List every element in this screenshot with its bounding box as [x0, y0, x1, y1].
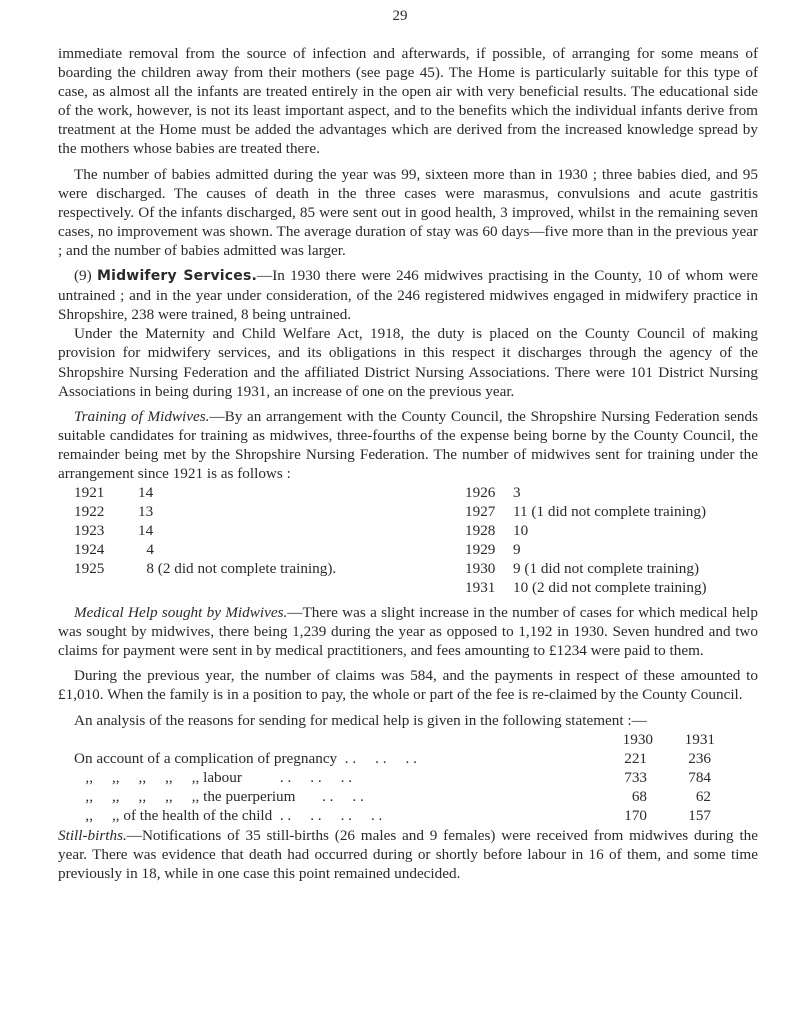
- training-row: 1925 8 (2 did not complete training).: [74, 560, 337, 578]
- training-row: 1921 14: [74, 484, 154, 502]
- training-row: 1929 9: [465, 541, 521, 559]
- statement-col-1931: 1931: [684, 730, 715, 748]
- statement-row-label: ,, ,, of the health of the child . . . . . . . .: [74, 806, 383, 824]
- paragraph-training: [58, 407, 758, 483]
- training-heading: Training of Midwives.: [74, 407, 210, 425]
- training-row: 1922 13: [74, 503, 154, 521]
- statement-row-label: ,, ,, ,, ,, ,, labour . . . . . .: [74, 768, 353, 786]
- statement-row-label: On account of a complication of pregnancy . . . . . .: [74, 749, 417, 767]
- medical-help-text: —There was a slight increase in the number of cases for which medical help was sought by midwives, there being 1,239 during the year as opposed to 1,192 in 1930. Seven hundred and two claims for payment were sent in by medical practitioners, and fees amounting to £1234 were paid to them.: [58, 604, 758, 660]
- training-text: —By an arrangement with the County Council, the Shropshire Nursing Federation sends suitable candidates for training as midwives, three-fourths of the expense being borne by the County Council, the remainder being met by the Shropshire Nursing Federation. The number of midwives sent for training under the arrangement since 1921 is as follows :: [58, 407, 758, 482]
- training-row: 1924 4: [74, 541, 154, 559]
- statement-value: 221: [624, 749, 647, 767]
- statement-value: 733: [624, 768, 647, 786]
- still-births-text: —Notifications of 35 still-births (26 males and 9 females) were received from midwives during the year. There was evidence that death had occurred during or shortly before labour in 16 of them, and some time previously in 18, while in one case this point remained undecided.: [58, 826, 758, 882]
- statement-value: 68: [631, 787, 647, 805]
- page-number: 29: [392, 8, 408, 24]
- training-row: 1926 3: [465, 484, 521, 502]
- midwifery-services-text: —In 1930 there were 246 midwives practising in the County, 10 of whom were untrained ; and in the year under consideration, of the 246 registered midwives engaged in midwifery practice in Shropshire, 238 were trained, 8 being untrained.: [58, 267, 758, 324]
- training-row: 1930 9 (1 did not complete training): [465, 560, 700, 578]
- training-row: 1927 11 (1 did not complete training): [465, 503, 707, 521]
- statement-value: 157: [688, 806, 711, 824]
- paragraph-medical-help: [58, 603, 758, 660]
- still-births-heading: Still-births.: [58, 826, 127, 844]
- section-number: (9): [74, 267, 92, 285]
- training-row: 1931 10 (2 did not complete training): [465, 579, 707, 597]
- paragraph-midwifery-services: [58, 266, 758, 324]
- paragraph-analysis-intro: An analysis of the reasons for sending for medical help is given in the following statement :—: [74, 711, 647, 729]
- paragraph-still-births: [58, 826, 758, 883]
- medical-help-heading: Medical Help sought by Midwives.: [74, 604, 288, 622]
- training-row: 1928 10: [465, 522, 529, 540]
- training-row: 1923 14: [74, 522, 154, 540]
- training-list: [58, 483, 758, 597]
- statement-value: 236: [688, 749, 711, 767]
- paragraph-babies-admitted: The number of babies admitted during the year was 99, sixteen more than in 1930 ; three babies died, and 95 were discharged. The causes of death in the three cases were marasmus, convulsions and acute gastritis respectively. Of the infants discharged, 85 were sent out in good health, 3 improved, whilst in the remaining seven cases, no improvement was shown. The average duration of stay was 60 days—five more than in the previous year ; and the number of babies admitted was larger.: [58, 165, 758, 259]
- statement-table: [58, 730, 758, 826]
- paragraph-maternity-act: Under the Maternity and Child Welfare Act, 1918, the duty is placed on the County Council of making provision for midwifery services, and its obligations in this respect it discharges through the agency of the Shropshire Nursing Federation and the affiliated District Nursing Associations. There were 101 District Nursing Associations in being during 1931, an increase of one on the previous year.: [58, 325, 758, 400]
- statement-value: 170: [624, 806, 647, 824]
- statement-row-label: ,, ,, ,, ,, ,, the puerperium . . . .: [74, 787, 364, 805]
- paragraph-home: immediate removal from the source of infection and afterwards, if possible, of arranging for some means of boarding the children away from their mothers (see page 45). The Home is particularly suitable for this type of case, as almost all the infants are treated entirely in the open air with very beneficial results. The educational side of the work, however, is not its least important aspect, and to the benefits which the individual infants derive from treatment at the Home must be added the advantages which are derived from the increased knowledge spread by the mothers whose babies are treated there.: [58, 45, 758, 158]
- paragraph-previous-year: During the previous year, the number of claims was 584, and the payments in respect of these amounted to £1,010. When the family is in a position to pay, the whole or part of the fee is re-claimed by the County Council.: [58, 667, 758, 704]
- statement-value: 62: [695, 787, 711, 805]
- midwifery-services-heading: Midwifery Services.: [96, 268, 258, 285]
- statement-value: 784: [688, 768, 711, 786]
- statement-col-1930: 1930: [622, 730, 653, 748]
- document-body: [58, 44, 758, 883]
